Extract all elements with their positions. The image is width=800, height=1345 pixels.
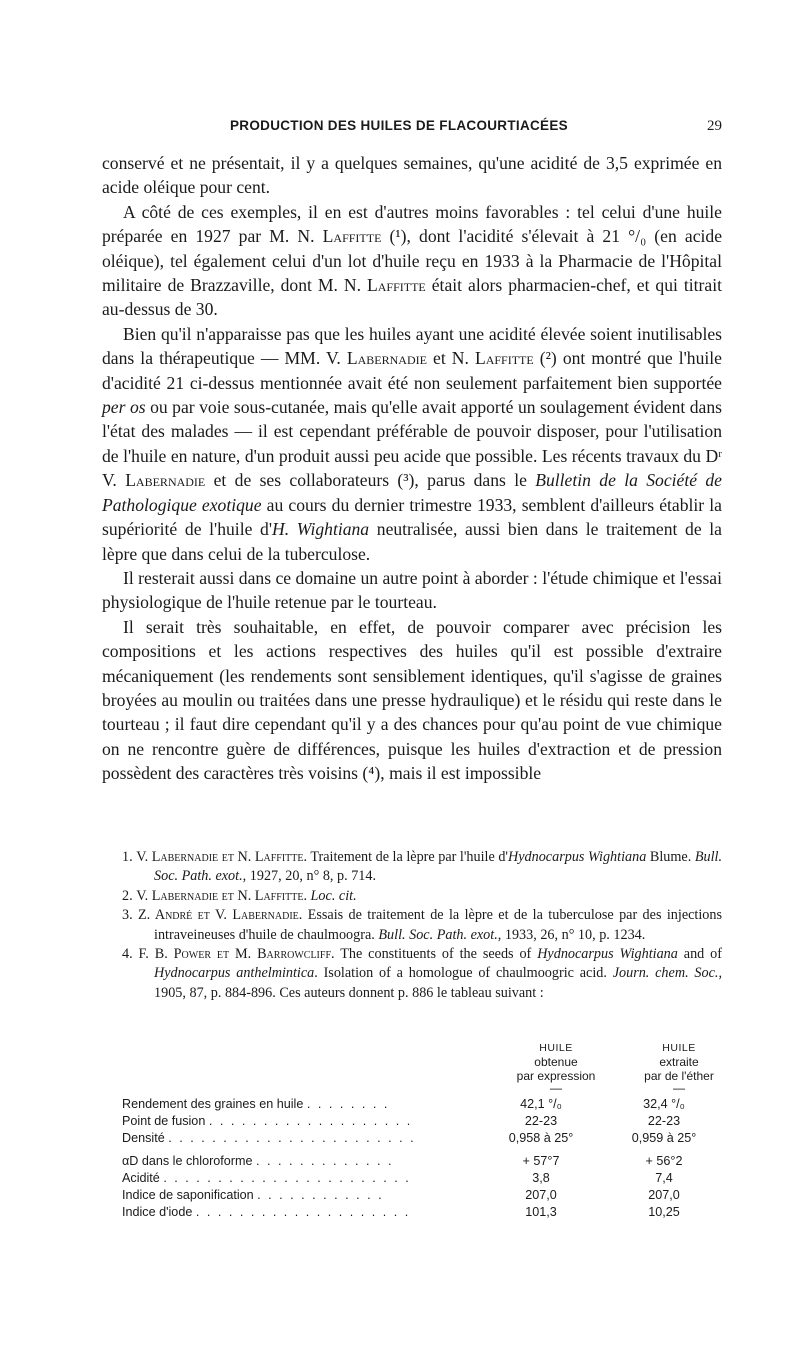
table-row: Densité . . . . . . . . . . . . . . . . . . . . . . . 0,958 à 25° 0,959 à 25° [122, 1131, 697, 1145]
table-row: Indice d'iode . . . . . . . . . . . . . . . . . . . . 101,3 10,25 [122, 1205, 680, 1219]
paragraph-1: conservé et ne présentait, il y a quelques semaines, qu'une acidité de 3,5 exprimée en acide oléique pour cent. [102, 153, 722, 198]
footnote-ref: (⁴) [362, 763, 381, 784]
paragraph-5: Il serait très souhaitable, en effet, de pouvoir comparer avec précision les compositions et les actions respectives des huiles qu'il est possible d'extraire mécaniquement (les rendements sont sensiblement identiques, qu'il s'agisse de graines broyées au moulin ou traitées dans une presse hydraulique) et le résidu qui reste dans le tourteau ; il faut dire cependant qu'il y a des chances pour qu'au point de vue chimique on ne rencontre guère de différences, puisque les huiles d'extraction et de pression possèdent des caractères très voisins (⁴), mais il est impossible [102, 616, 722, 784]
footnote-1: 1. V. Labernadie et N. Laffitte. Traitement de la lèpre par l'huile d'Hydnocarpus Wightiana Blume. Bull. Soc. Path. exot., 1927, 20, n° 8, p. 714. [122, 849, 723, 885]
author-name: Laffitte [474, 348, 534, 369]
footnote-ref: (²) [539, 348, 557, 369]
footnote-3: 3. Z. André et V. Labernadie. Essais de traitement de la lèpre et de la tuberculose par des injections intraveineuses d'huile de chaulmoogra. Bull. Soc. Path. exot., 1933, 26, n° 10, p. 1234. [122, 907, 723, 943]
author-name: Labernadie [346, 348, 427, 369]
footnote-ref: (¹) [389, 226, 407, 247]
footnotes [102, 848, 722, 1003]
column-header-ether: HUILE extraite par de l'éther — [614, 1040, 744, 1093]
running-header [102, 118, 722, 140]
journal-title: Bulletin de la Société de Pathologique exotique [102, 470, 722, 515]
species-name: H. Wightiana [272, 519, 370, 540]
footnote-2: 2. V. Labernadie et N. Laffitte. Loc. cit. [122, 887, 357, 904]
header-rule: — [550, 1081, 562, 1095]
running-title: PRODUCTION DES HUILES DE FLACOURTIACÉES [230, 118, 568, 133]
column-header-expression: HUILE obtenue par expression — [491, 1040, 621, 1093]
page-number: 29 [707, 118, 722, 134]
table-row: Rendement des graines en huile . . . . . . . . 42,1 °/₀ 32,4 °/₀ [122, 1097, 685, 1111]
author-name: Labernadie [125, 470, 206, 491]
paragraph-4: Il resterait aussi dans ce domaine un autre point à aborder : l'étude chimique et l'essai physiologique de l'huile retenue par le tourteau. [102, 567, 722, 613]
footnote-ref: (³) [397, 470, 415, 491]
author-name: Laffitte [367, 275, 426, 296]
table-row: αD dans le chloroforme . . . . . . . . . . . . . + 57°7 + 56°2 [122, 1154, 683, 1168]
body-text [102, 151, 722, 786]
table-row: Point de fusion . . . . . . . . . . . . . . . . . . . 22-23 22-23 [122, 1114, 681, 1128]
header-rule: — [673, 1081, 685, 1095]
latin-phrase: per os [102, 397, 146, 418]
author-name: Laffitte [322, 226, 382, 247]
table-row: Acidité . . . . . . . . . . . . . . . . . . . . . . . 3,8 7,4 [122, 1171, 673, 1185]
footnote-4: 4. F. B. Power et M. Barrowcliff. The constituents of the seeds of Hydnocarpus Wightiana and of Hydnocarpus anthelmintica. Isolation of a homologue of chaulmoogric acid. Journ. chem. Soc., 1905, 87, p. 884-896. Ces auteurs donnent p. 886 le tableau suivant : [122, 946, 722, 1001]
paragraph-3: Bien qu'il n'apparaisse pas que les huiles ayant une acidité élevée soient inutilisables dans la thérapeutique — MM. V. Labernadie et N. Laffitte (²) ont montré que l'huile d'acidité 21 ci-dessus mentionnée avait été non seulement parfaitement bien supportée per os ou par voie sous-cutanée, mais qu'elle avait apporté un soulagement évident dans l'état des malades — il est cependant préférable de pouvoir disposer, pour l'utilisation de l'huile en nature, d'un produit aussi peu acide que possible. Les récents travaux du Dʳ V. Labernadie et de ses collaborateurs (³), parus dans le Bulletin de la Société de Pathologique exotique au cours du dernier trimestre 1933, semblent d'ailleurs établir la supériorité de l'huile d'H. Wightiana neutralisée, aussi bien dans le traitement de la lèpre que dans celui de la tuberculose. [102, 323, 722, 564]
table-row: Indice de saponification . . . . . . . . . . . . 207,0 207,0 [122, 1188, 680, 1202]
paragraph-2: A côté de ces exemples, il en est d'autres moins favorables : tel celui d'une huile préparée en 1927 par M. N. Laffitte (¹), dont l'acidité s'élevait à 21 °/₀ (en acide oléique), tel également celui d'un lot d'huile reçu en 1933 à la Pharmacie de l'Hôpital militaire de Brazzaville, dont M. N. Laffitte était alors pharmacien-chef, et qui titrait au-dessus de 30. [102, 201, 723, 320]
